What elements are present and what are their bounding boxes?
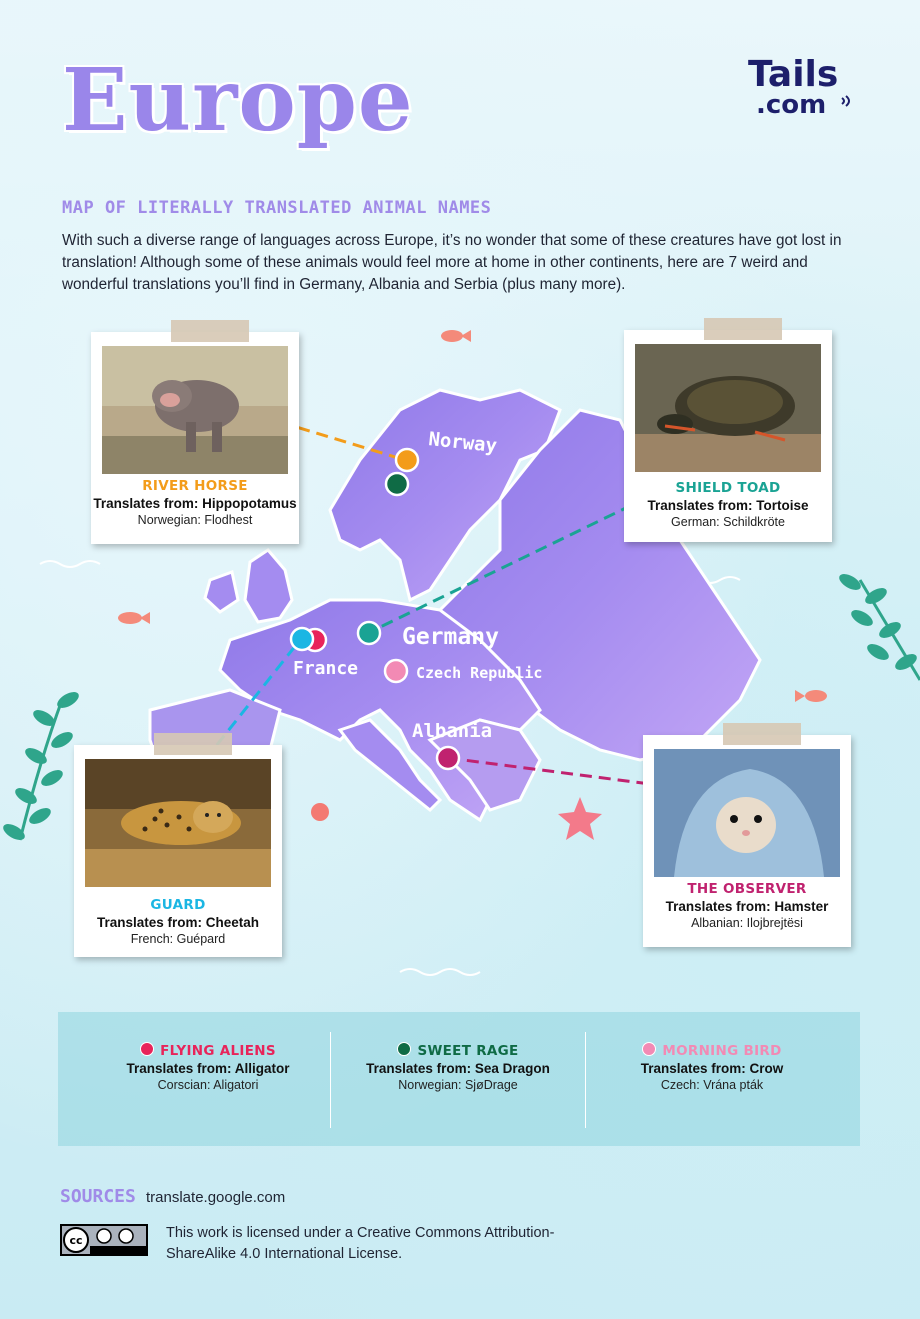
hippo-photo xyxy=(102,346,288,474)
czech-label: Czech Republic xyxy=(416,664,543,682)
panel-item-translation: Translates from: Alligator xyxy=(126,1061,290,1076)
svg-text:cc: cc xyxy=(69,1234,83,1247)
albania-dot xyxy=(437,747,459,769)
card-translation: Translates from: Tortoise xyxy=(647,498,809,513)
card-language: French: Guépard xyxy=(130,932,226,946)
albania-label: Albania xyxy=(412,720,493,742)
panel-item-language: Corscian: Aligatori xyxy=(157,1078,259,1092)
card-title: THE OBSERVER xyxy=(687,881,807,897)
panel-item-title: MORNING BIRD xyxy=(662,1043,782,1059)
norway-dot-green xyxy=(386,473,408,495)
card-language: Albanian: Ilojbrejtësi xyxy=(691,916,803,930)
panel-item-language: Norwegian: SjøDrage xyxy=(398,1078,518,1092)
turtle-photo xyxy=(635,344,821,472)
panel-item-title: FLYING ALIENS xyxy=(160,1043,276,1059)
starfish-icon xyxy=(558,797,602,840)
hamster-photo xyxy=(654,749,840,877)
divider xyxy=(330,1032,331,1128)
license-text: This work is licensed under a Creative Commons Attribution-ShareAlike 4.0 International License. xyxy=(166,1225,555,1262)
sources-link[interactable]: translate.google.com xyxy=(146,1189,286,1206)
norway-dot-orange xyxy=(396,449,418,471)
card-language: German: Schildkröte xyxy=(671,515,785,529)
panel-item-language: Czech: Vrána pták xyxy=(660,1078,764,1092)
panel-item-morning-bird xyxy=(592,1042,832,1092)
panel-item-flying-aliens xyxy=(88,1042,328,1092)
dot-icon xyxy=(642,1042,656,1056)
card-river-horse[interactable] xyxy=(91,332,299,544)
cheetah-photo xyxy=(85,759,271,887)
sources-label: SOURCES xyxy=(60,1186,136,1207)
card-shield-toad[interactable] xyxy=(624,330,832,542)
france-dot-blue xyxy=(291,628,313,650)
czech-dot xyxy=(385,660,407,682)
norway-label: Norway xyxy=(427,428,499,458)
intro-text: With such a diverse range of languages across Europe, it’s no wonder that some of these creatures have got lost in translation! Although some of these animals would feel more at home in other continents, here are 7 weird and wonderful translations you’ll find in Germany, Albania and Serbia (plus many more). xyxy=(62,232,842,293)
logo-sub-text: .com xyxy=(756,90,827,120)
card-translation: Translates from: Hamster xyxy=(665,899,829,914)
panel-item-title: SWEET RAGE xyxy=(417,1043,519,1059)
card-language: Norwegian: Flodhest xyxy=(137,513,253,527)
panel-item-translation: Translates from: Sea Dragon xyxy=(366,1061,550,1076)
signal-icon xyxy=(840,94,854,108)
card-title: GUARD xyxy=(150,897,206,913)
panel-item-translation: Translates from: Crow xyxy=(640,1061,784,1076)
divider xyxy=(585,1032,586,1128)
seaweed-right-icon xyxy=(837,571,920,680)
ireland-shape xyxy=(205,572,238,612)
germany-label: Germany xyxy=(402,624,499,650)
card-translation: Translates from: Hippopotamus xyxy=(93,496,297,511)
tails-logo[interactable] xyxy=(748,54,858,138)
extra-translations-panel xyxy=(58,1012,860,1146)
card-translation: Translates from: Cheetah xyxy=(96,915,260,930)
seaweed-icon xyxy=(1,689,82,843)
subtitle: MAP OF LITERALLY TRANSLATED ANIMAL NAMES xyxy=(62,198,492,218)
logo-main-text: Tails xyxy=(748,54,839,95)
cc-by-sa-icon[interactable] xyxy=(60,1224,148,1256)
panel-item-sweet-rage xyxy=(338,1042,578,1092)
uk-shape xyxy=(245,550,292,622)
france-label: France xyxy=(293,658,359,679)
dot-icon xyxy=(397,1042,411,1056)
card-title: RIVER HORSE xyxy=(142,478,248,494)
page-title: Europe xyxy=(62,50,414,151)
germany-dot xyxy=(358,622,380,644)
card-title: SHIELD TOAD xyxy=(675,480,781,496)
card-observer[interactable] xyxy=(643,735,851,947)
card-guard[interactable] xyxy=(74,745,282,957)
dot-icon xyxy=(140,1042,154,1056)
